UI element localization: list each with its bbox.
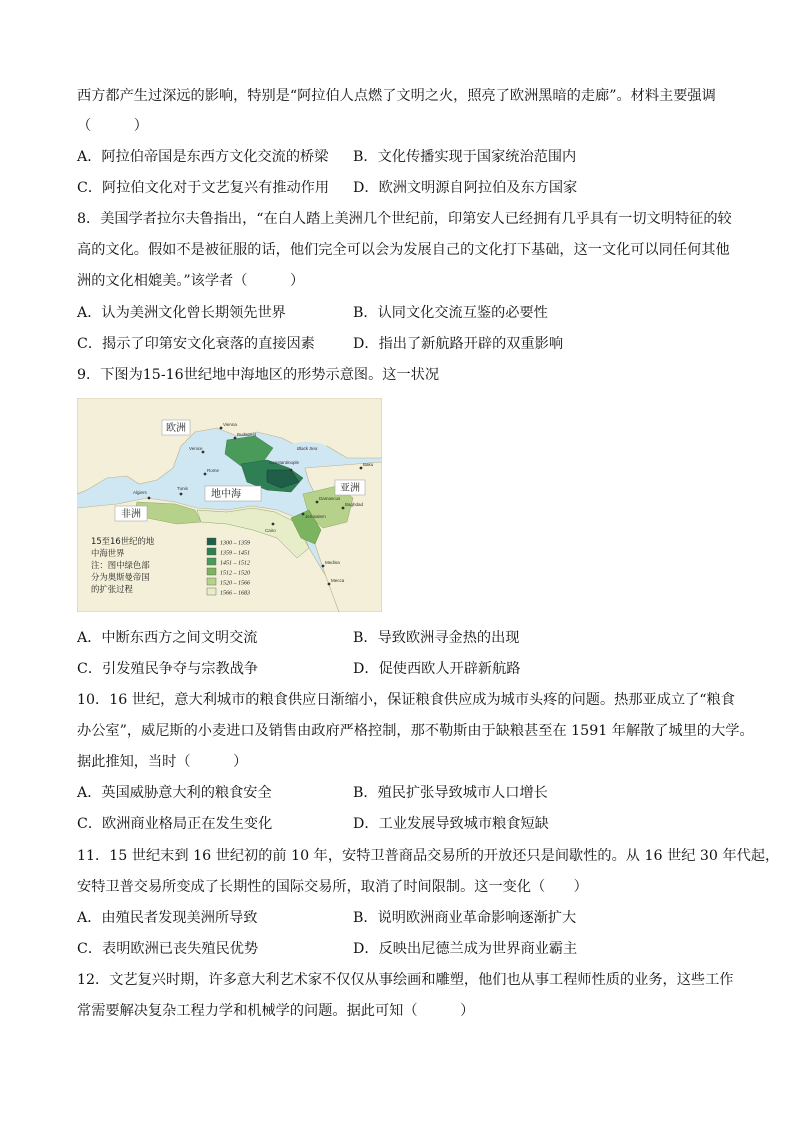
- city-dot-jerusalem: [302, 513, 305, 516]
- map-label-baghdad: Baghdad: [345, 502, 364, 507]
- q11-option-a[interactable]: A．由殖民者发现美洲所导致: [77, 910, 258, 926]
- map-legend-title-3: 注：图中绿色部: [91, 560, 150, 570]
- q8-option-c[interactable]: C．揭示了印第安文化衰落的直接因素: [77, 336, 315, 352]
- q9-option-d[interactable]: D．促使西欧人开辟新航路: [353, 661, 521, 677]
- q11-option-b[interactable]: B．说明欧洲商业革命影响逐渐扩大: [353, 910, 577, 926]
- legend-label-4: 1520 – 1566: [220, 580, 250, 587]
- q11-option-d[interactable]: D．反映出尼德兰成为世界商业霸主: [353, 941, 578, 957]
- q9-option-c[interactable]: C．引发殖民争夺与宗教战争: [77, 661, 259, 677]
- map-label-damascus: Damascus: [319, 496, 341, 501]
- city-dot-constantinople: [290, 469, 293, 472]
- q9-option-a[interactable]: A．中断东西方之间文明交流: [77, 630, 258, 646]
- map-legend-title-5: 的扩张过程: [91, 584, 133, 594]
- map-label-rome: Rome: [207, 468, 220, 473]
- legend-swatch-4: [207, 578, 216, 585]
- q7-option-d[interactable]: D．欧洲文明源自阿拉伯及东方国家: [353, 180, 578, 196]
- q12-stem-line2: 常需要解决复杂工程力学和机械学的问题。据此可知（ ）: [77, 1003, 475, 1019]
- city-dot-algiers: [148, 497, 151, 500]
- legend-label-0: 1300 – 1359: [220, 540, 250, 547]
- q8-stem-line1: 8．美国学者拉尔夫鲁指出，“在白人踏上美洲几个世纪前，印第安人已经拥有几乎具有一切文明特征的较: [77, 211, 732, 227]
- q9-option-b[interactable]: B．导致欧洲寻金热的出现: [353, 630, 520, 646]
- city-dot-medina: [322, 565, 325, 568]
- legend-label-3: 1512 – 1520: [220, 570, 250, 577]
- q9-stem-line1: 9．下图为15-16世纪地中海地区的形势示意图。这一状况: [77, 367, 440, 383]
- map-label-venice: Venice: [189, 446, 203, 451]
- city-dot-rome: [204, 473, 207, 476]
- q7-stem-line2: （ ）: [77, 118, 148, 134]
- q8-stem-line3: 洲的文化相媲美。”该学者（ ）: [77, 273, 305, 289]
- q10-option-c[interactable]: C．欧洲商业格局正在发生变化: [77, 816, 273, 832]
- legend-swatch-1: [207, 548, 216, 555]
- map-label-jerusalem: Jerusalem: [305, 514, 326, 519]
- q7-option-b[interactable]: B．文化传播实现于国家统治范围内: [353, 149, 577, 165]
- legend-label-2: 1451 – 1512: [220, 560, 250, 567]
- q11-option-c[interactable]: C．表明欧洲已丧失殖民优势: [77, 941, 259, 957]
- q8-option-a[interactable]: A．认为美洲文化曾长期领先世界: [77, 305, 286, 321]
- city-dot-venice: [202, 451, 205, 454]
- q7-stem-line1: 西方都产生过深远的影响，特别是“阿拉伯人点燃了文明之火，照亮了欧洲黑暗的走廊”。材料主要强调: [77, 88, 716, 104]
- map-label-europe: 欧洲: [166, 423, 186, 434]
- q12-stem-line1: 12．文艺复兴时期，许多意大利艺术家不仅仅从事绘画和雕塑，他们也从事工程师性质的业务，这些工作: [77, 972, 734, 988]
- map-legend-title-4: 分为奥斯曼帝国: [91, 572, 150, 582]
- q11-stem-line1: 11．15 世纪末到 16 世纪初的前 10 年，安特卫普商品交易所的开放还只是间歇性的。从 16 世纪 30 年代起，: [77, 848, 780, 864]
- q11-stem-line2: 安特卫普交易所变成了长期性的国际交易所，取消了时间限制。这一变化（ ）: [77, 879, 588, 895]
- q10-option-a[interactable]: A．英国威胁意大利的粮食安全: [77, 785, 272, 801]
- q10-option-b[interactable]: B．殖民扩张导致城市人口增长: [353, 785, 548, 801]
- map-label-mecca: Mecca: [331, 578, 345, 583]
- city-dot-cairo: [272, 523, 275, 526]
- q8-option-b[interactable]: B．认同文化交流互鉴的必要性: [353, 305, 548, 321]
- q10-option-d[interactable]: D．工业发展导致城市粮食短缺: [353, 816, 549, 832]
- city-dot-tunis: [180, 493, 183, 496]
- legend-label-5: 1566 – 1683: [220, 590, 250, 597]
- q8-stem-line2: 高的文化。假如不是被征服的话，他们完全可以会为发展自己的文化打下基础，这一文化可以同任何其他: [77, 242, 730, 258]
- map-legend-title-1: 15至16世纪的地: [91, 536, 155, 546]
- city-dot-baghdad: [342, 507, 345, 510]
- map-label-vienna: Vienna: [223, 422, 237, 427]
- map-label-constantinople: Constantinople: [269, 460, 300, 465]
- legend-swatch-3: [207, 568, 216, 575]
- q7-option-a[interactable]: A．阿拉伯帝国是东西方文化交流的桥梁: [77, 149, 329, 165]
- city-dot-baku: [360, 467, 363, 470]
- map-label-baku: Baku: [363, 462, 374, 467]
- q8-option-d[interactable]: D．指出了新航路开辟的双重影响: [353, 336, 564, 352]
- map-black-sea: [283, 442, 331, 462]
- map-label-sea: 地中海: [211, 489, 241, 500]
- q10-stem-line3: 据此推知，当时（ ）: [77, 754, 248, 770]
- legend-swatch-0: [207, 538, 216, 545]
- q7-option-c[interactable]: C．阿拉伯文化对于文艺复兴有推动作用: [77, 180, 330, 196]
- city-dot-mecca: [328, 583, 331, 586]
- q10-stem-line2: 办公室”，威尼斯的小麦进口及销售由政府严格控制，那不勒斯由于缺粮甚至在 1591 年解散了城里的大学。: [77, 723, 754, 739]
- map-legend-title-2: 中海世界: [91, 548, 125, 558]
- legend-swatch-5: [207, 588, 216, 595]
- city-dot-vienna: [220, 427, 223, 430]
- map-label-medina: Medina: [325, 560, 340, 565]
- map-label-asia: 亚洲: [340, 483, 360, 494]
- map-label-algiers: Algiers: [133, 490, 147, 495]
- legend-label-1: 1359 – 1451: [220, 550, 250, 557]
- city-dot-damascus: [316, 501, 319, 504]
- map-label-black-sea: Black Sea: [297, 446, 318, 451]
- q10-stem-line1: 10．16 世纪，意大利城市的粮食供应日渐缩小，保证粮食供应成为城市头疼的问题。热那亚成立了“粮食: [77, 692, 735, 708]
- city-dot-budapest: [234, 437, 237, 440]
- legend-swatch-2: [207, 558, 216, 565]
- map-label-budapest: Budapest: [237, 432, 257, 437]
- map-label-tunis: Tunis: [177, 486, 188, 491]
- mediterranean-map: [77, 398, 382, 612]
- map-label-africa: 非洲: [121, 509, 141, 520]
- map-label-cairo: Cairo: [265, 528, 276, 533]
